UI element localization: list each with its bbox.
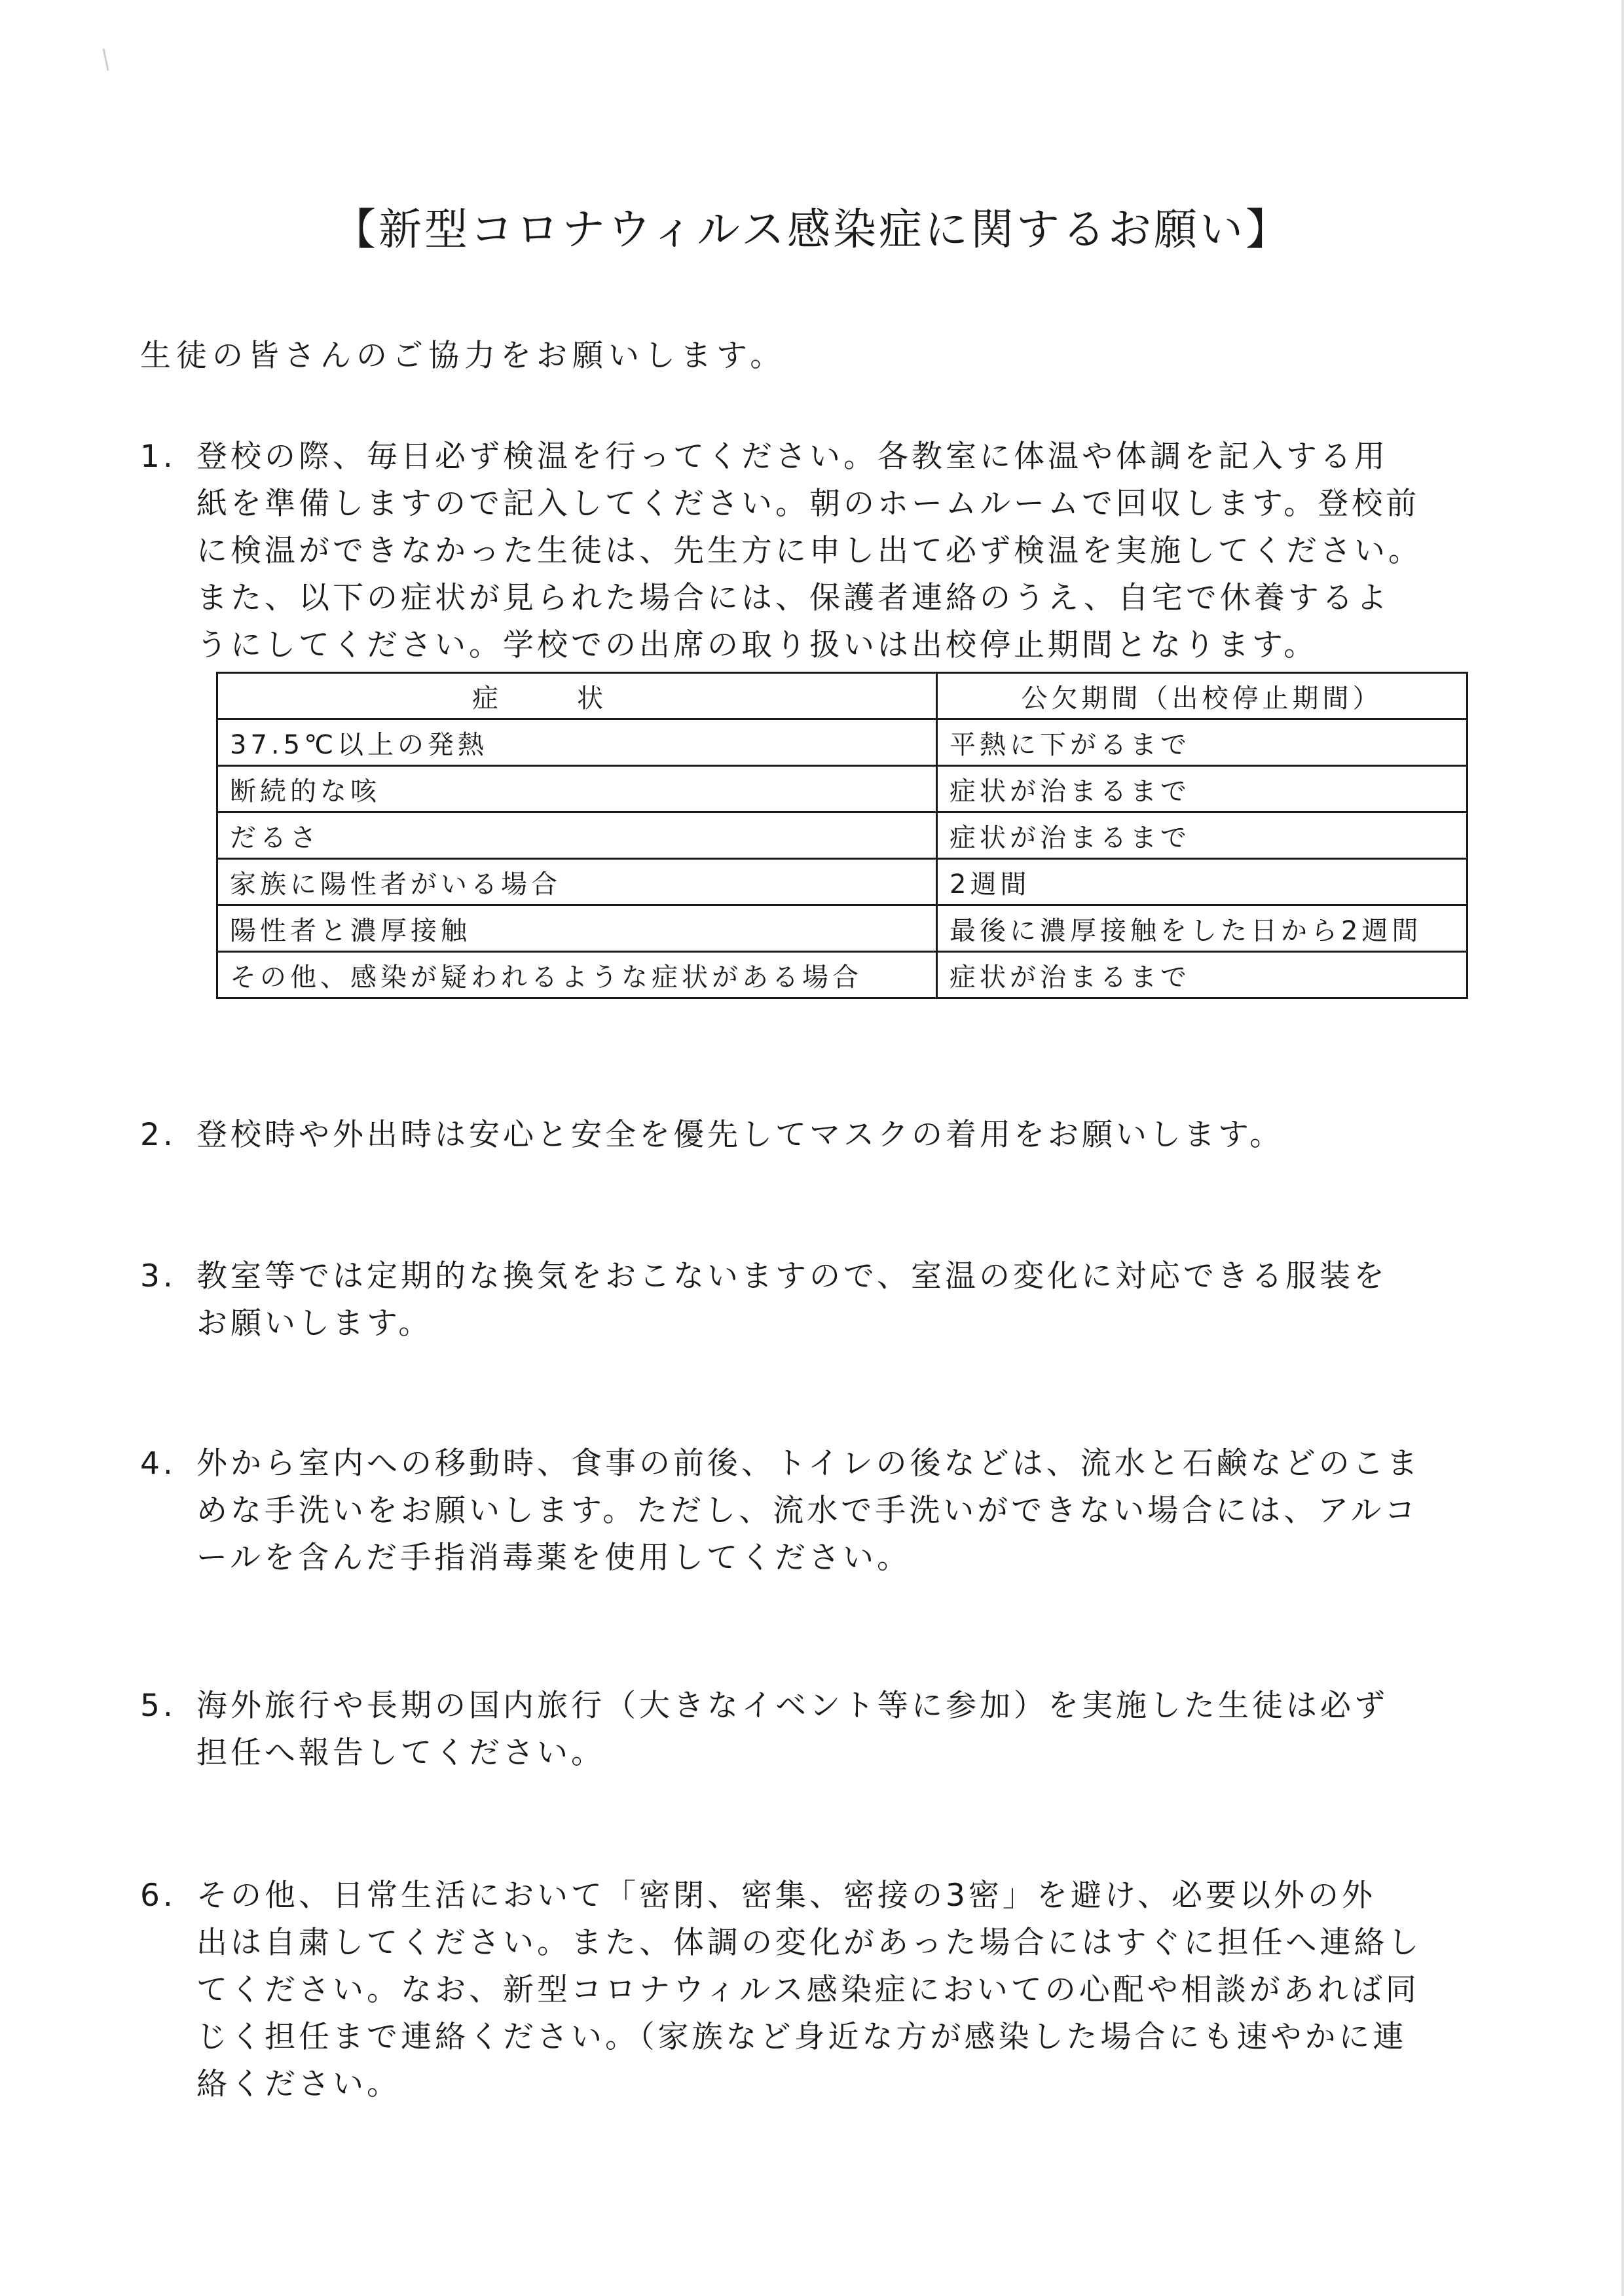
table-header-absence-period: 公欠期間（出校停止期間） [937,673,1467,720]
item-line: 担任へ報告してください。 [196,1735,605,1771]
item-body [196,1872,1476,2108]
table-row [217,905,1467,952]
item-number: 4. [140,1446,176,1482]
list-item-4 [140,1440,1476,1582]
item-body [196,433,1476,669]
item-body [196,1683,1476,1777]
table-header-symptom: 症状 [217,673,937,720]
item-line: てください。なお、新型コロナウィルス感染症においての心配や相談があれば同 [196,1972,1420,2008]
list-item-1 [140,433,1476,669]
table-cell-period: 症状が治まるまで [937,952,1467,998]
item-line: じく担任まで連絡ください。（家族など身近な方が感染した場合にも速やかに連 [196,2019,1407,2055]
table-cell-period: 症状が治まるまで [937,812,1467,859]
list-item-5 [140,1683,1476,1777]
table-cell-symptom: だるさ [217,812,937,859]
table-cell-symptom: その他、感染が疑われるような症状がある場合 [217,952,937,998]
item-body [196,1112,1476,1159]
table-cell-symptom: 家族に陽性者がいる場合 [217,859,937,905]
table-row [217,720,1467,766]
table-cell-symptom: 陽性者と濃厚接触 [217,905,937,952]
item-line: 教室等では定期的な換気をおこないますので、室温の変化に対応できる服装を [196,1258,1388,1294]
item-body [196,1440,1476,1582]
item-line: 絡ください。 [196,2066,401,2102]
intro-text: 生徒の皆さんのご協力をお願いします。 [140,338,786,374]
item-number: 1. [140,439,176,475]
page-edge [1621,0,1624,2296]
item-line: 登校時や外出時は安心と安全を優先してマスクの着用をお願いします。 [196,1117,1284,1153]
item-number: 6. [140,1878,176,1914]
item-line: 登校の際、毎日必ず検温を行ってください。各教室に体温や体調を記入する用 [196,439,1388,475]
item-line: 外から室内への移動時、食事の前後、トイレの後などは、流水と石鹸などのこま [196,1446,1421,1482]
table-row [217,766,1467,812]
list-item-2 [140,1112,1476,1159]
item-number: 3. [140,1258,176,1294]
document-title: 【新型コロナウィルス感染症に関するお願い】 [332,204,1292,255]
item-line: お願いします。 [196,1305,433,1341]
item-line: ールを含んだ手指消毒薬を使用してください。 [196,1540,912,1576]
table-header-row [217,673,1467,720]
item-line: 紙を準備しますので記入してください。朝のホームルームで回収します。登校前 [196,486,1420,522]
table-cell-symptom: 37.5℃以上の発熱 [217,720,937,766]
item-line: うにしてください。学校での出席の取り扱いは出校停止期間となります。 [196,627,1318,663]
table-row [217,859,1467,905]
list-item-3 [140,1253,1476,1347]
item-number: 5. [140,1688,176,1724]
table-row [217,952,1467,998]
item-line: めな手洗いをお願いします。ただし、流水で手洗いができない場合には、アルコ [196,1493,1419,1529]
symptom-table [216,672,1468,999]
list-item-6 [140,1872,1476,2108]
item-line: 出は自粛してください。また、体調の変化があった場合にはすぐに担任へ連絡し [196,1925,1422,1961]
item-number: 2. [140,1117,176,1153]
item-line: その他、日常生活において「密閉、密集、密接の3密」を避け、必要以外の外 [196,1878,1376,1914]
item-line: 海外旅行や長期の国内旅行（大きなイベント等に参加）を実施した生徒は必ず [196,1688,1388,1724]
table-cell-period: 症状が治まるまで [937,766,1467,812]
item-line: また、以下の症状が見られた場合には、保護者連絡のうえ、自宅で休養するよ [196,580,1390,616]
item-body [196,1253,1476,1347]
scan-artifact [102,48,109,71]
item-line: に検温ができなかった生徒は、先生方に申し出て必ず検温を実施してください。 [196,533,1422,569]
table-cell-period: 平熱に下がるまで [937,720,1467,766]
table-row [217,812,1467,859]
table-cell-period: 2週間 [937,859,1467,905]
table-cell-symptom: 断続的な咳 [217,766,937,812]
table-cell-period: 最後に濃厚接触をした日から2週間 [937,905,1467,952]
